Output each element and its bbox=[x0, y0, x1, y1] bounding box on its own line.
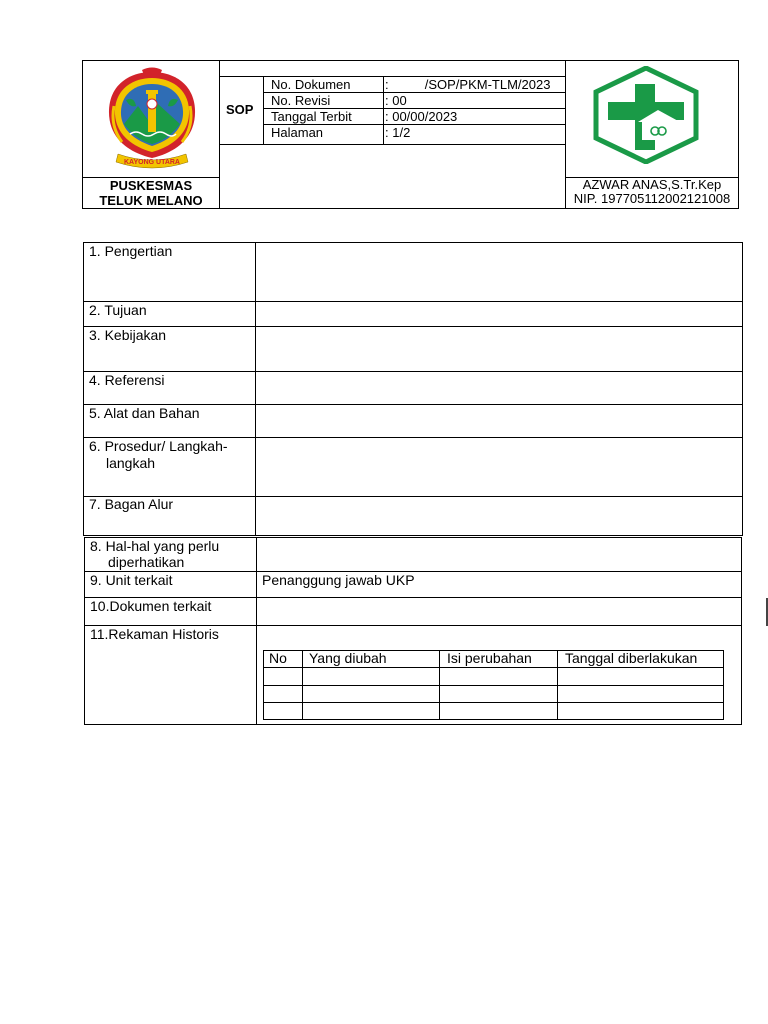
doc-number-value: : /SOP/PKM-TLM/2023 bbox=[385, 77, 551, 92]
issue-date-value: : 00/00/2023 bbox=[385, 109, 458, 124]
org-name-line2: TELUK MELANO bbox=[99, 193, 203, 208]
sop-label: SOP bbox=[226, 102, 254, 117]
history-header-tanggal: Tanggal diberlakukan bbox=[565, 650, 698, 666]
section-alat-bahan: 5. Alat dan Bahan bbox=[89, 405, 200, 421]
page-value: : 1/2 bbox=[385, 125, 411, 140]
revision-label: No. Revisi bbox=[271, 93, 331, 108]
history-header-isi-perubahan: Isi perubahan bbox=[447, 650, 532, 666]
unit-terkait-value: Penanggung jawab UKP bbox=[262, 572, 415, 588]
section-kebijakan: 3. Kebijakan bbox=[89, 327, 167, 343]
history-header-yang-diubah: Yang diubah bbox=[309, 650, 387, 666]
org-name-line1: PUSKESMAS bbox=[109, 178, 193, 193]
section-unit-terkait: 9. Unit terkait bbox=[90, 572, 173, 588]
page-label: Halaman bbox=[271, 125, 324, 140]
section-tujuan: 2. Tujuan bbox=[89, 302, 147, 318]
section-pengertian: 1. Pengertian bbox=[89, 243, 173, 259]
history-header-no: No bbox=[269, 650, 287, 666]
regency-emblem-icon bbox=[104, 66, 200, 172]
section-dokumen-terkait: 10.Dokumen terkait bbox=[90, 598, 212, 614]
health-cross-logo-icon bbox=[592, 66, 700, 164]
section-bagan-alur: 7. Bagan Alur bbox=[89, 496, 174, 512]
section-rekaman-historis: 11.Rekaman Historis bbox=[90, 626, 219, 642]
signatory-name: AZWAR ANAS,S.Tr.Kep bbox=[582, 177, 722, 192]
signatory-nip: NIP. 197705112002121008 bbox=[573, 191, 731, 206]
section-hal-perlu: 8. Hal-hal yang perlu bbox=[90, 538, 220, 554]
section-prosedur: 6. Prosedur/ Langkah- bbox=[89, 438, 228, 454]
doc-number-label: No. Dokumen bbox=[271, 77, 351, 92]
section-referensi: 4. Referensi bbox=[89, 372, 165, 388]
section-hal-perlu-cont: diperhatikan bbox=[108, 554, 185, 570]
revision-value: : 00 bbox=[385, 93, 407, 108]
emblem-ribbon-text: KAYONG UTARA bbox=[123, 159, 181, 166]
section-prosedur-cont: langkah bbox=[106, 455, 156, 471]
issue-date-label: Tanggal Terbit bbox=[271, 109, 352, 124]
